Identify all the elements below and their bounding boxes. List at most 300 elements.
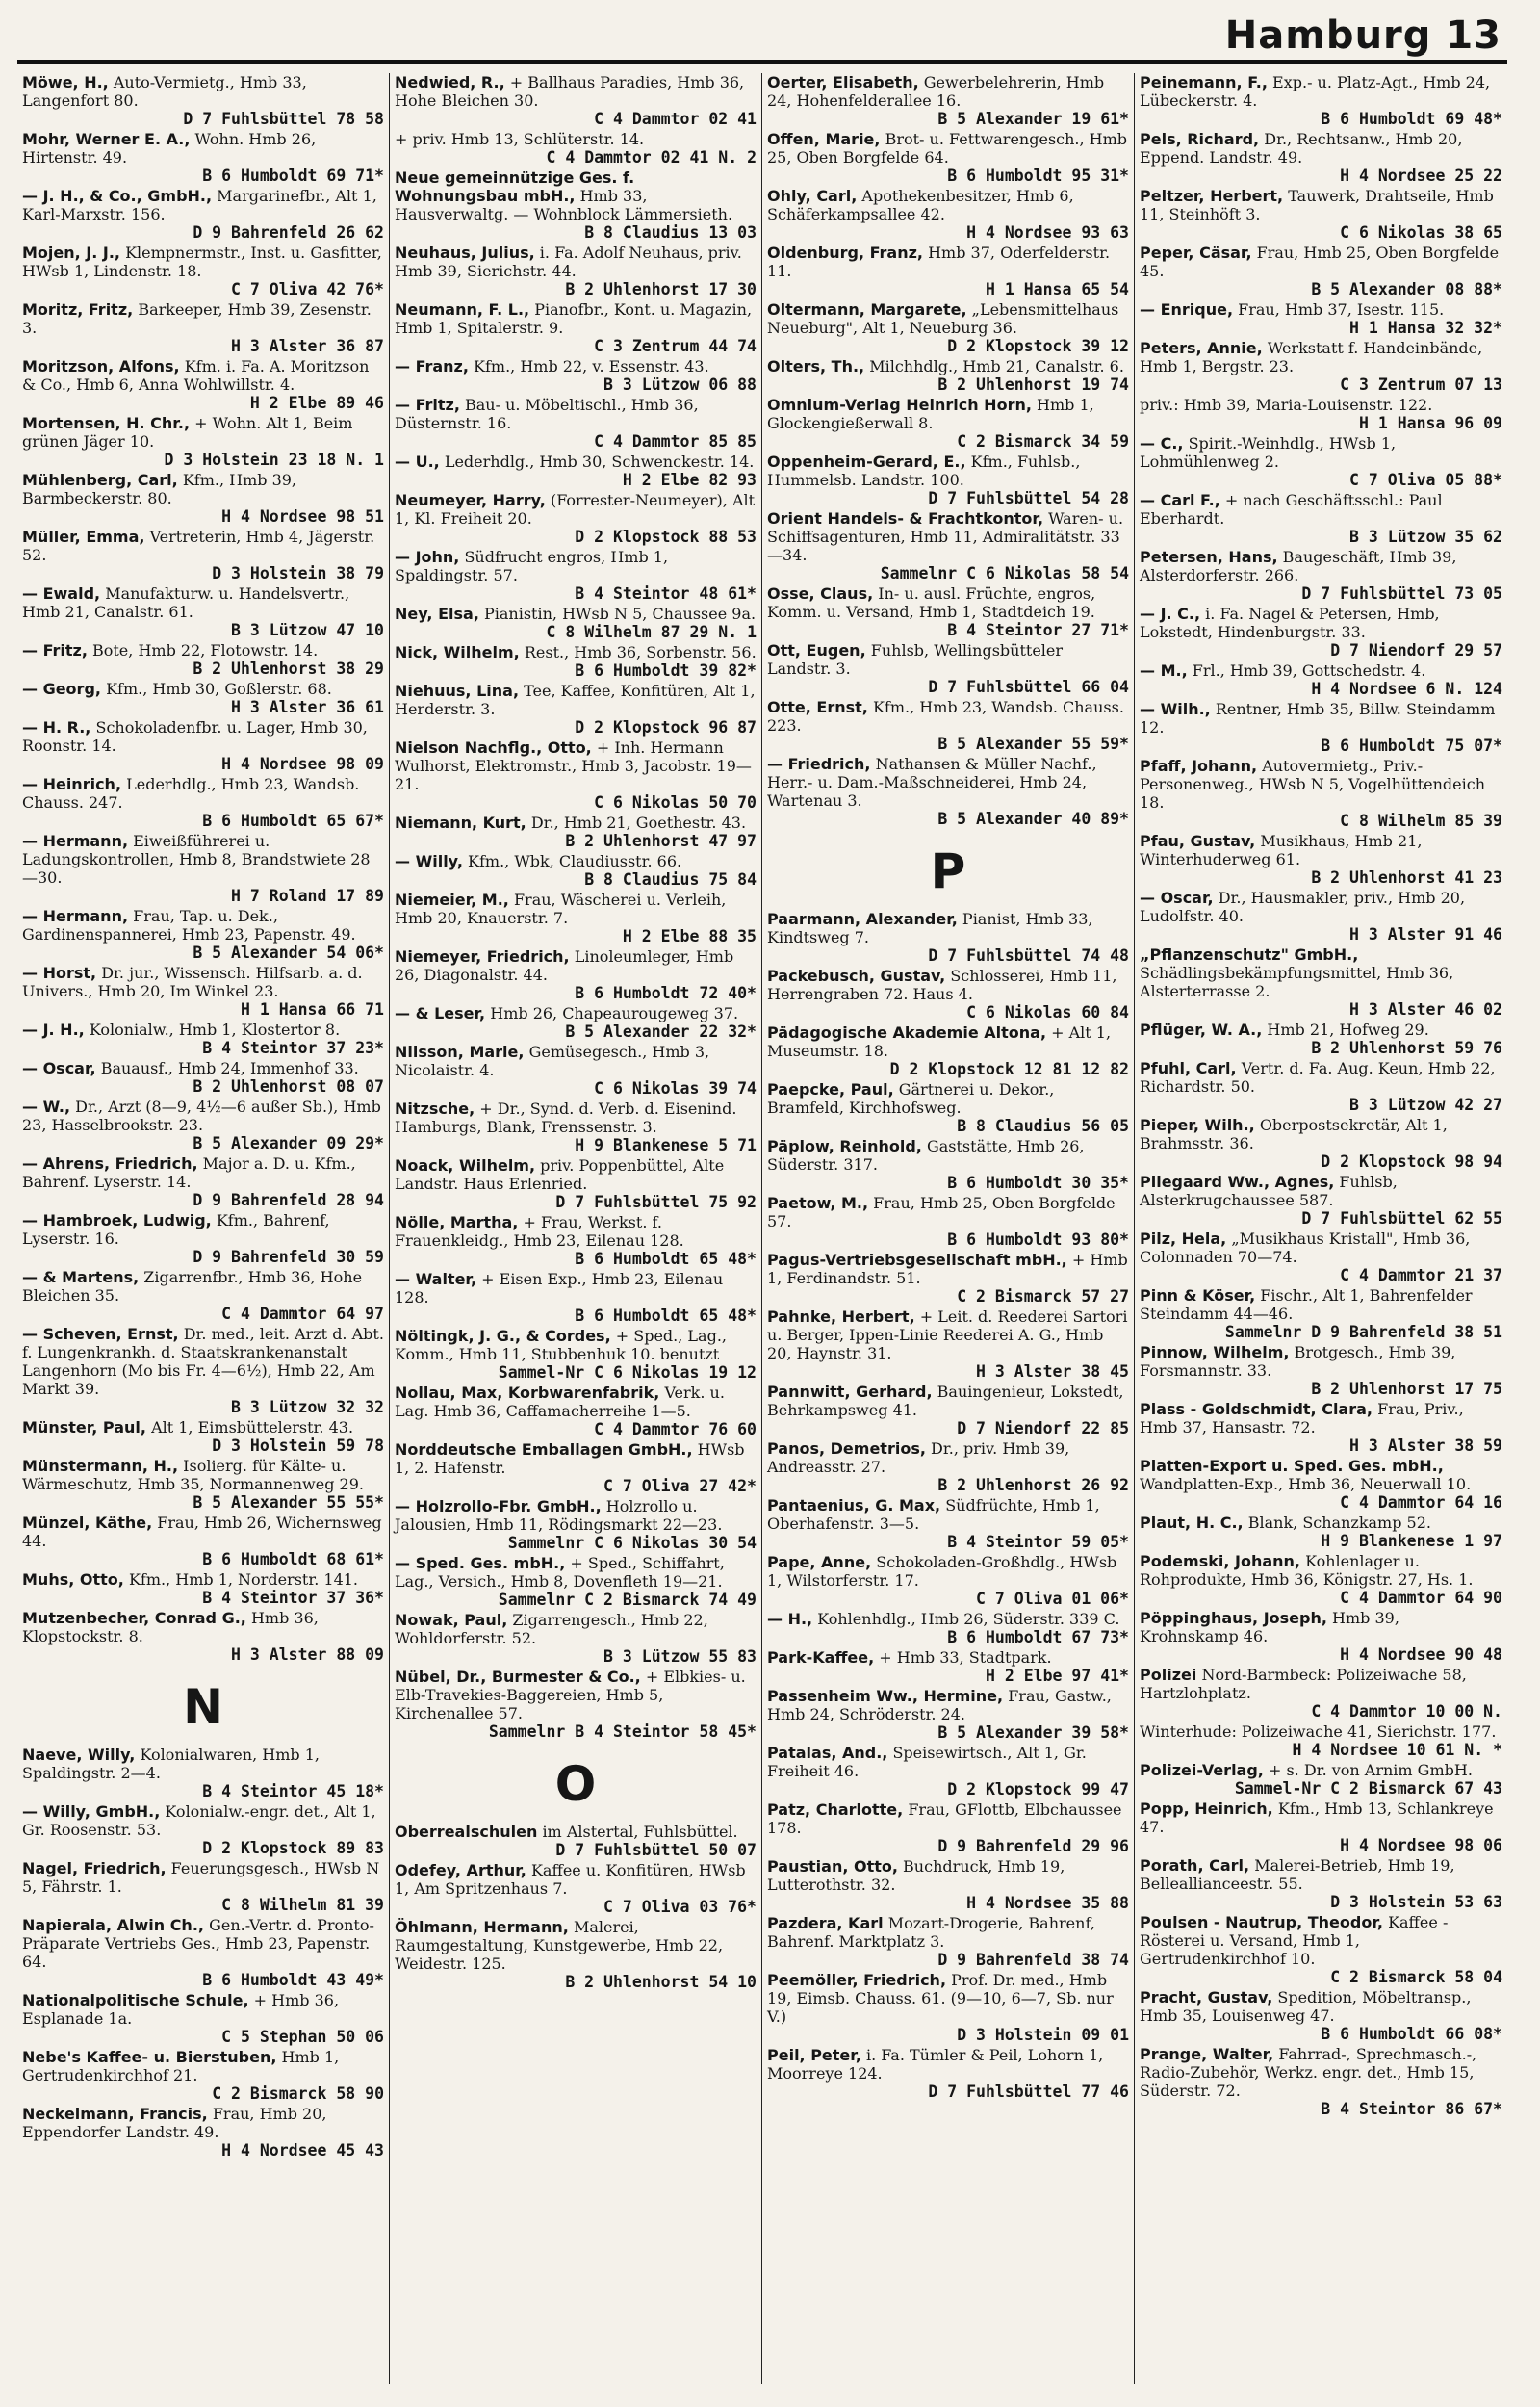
directory-entry: [1140, 73, 1502, 129]
directory-entry: [22, 641, 384, 679]
entry-text: [22, 357, 384, 394]
entry-name: Oerter, Elisabeth,: [767, 73, 919, 91]
directory-entry: [1140, 1286, 1502, 1342]
entry-phone: C 8 Wilhelm 81 39: [221, 1896, 384, 1914]
column-4: [1135, 73, 1507, 2384]
entry-name: — Carl F.,: [1140, 491, 1220, 509]
entry-detail: Dr., Rechtsanw., Hmb 20, Eppend. Landstr. 49.: [1140, 130, 1463, 167]
entry-detail: „Musikhaus Kristall", Hmb 36, Colonnaden 70—74.: [1140, 1229, 1471, 1266]
entry-phone: B 6 Humboldt 66 08*: [1321, 2025, 1502, 2043]
entry-detail: Buchdruck, Hmb 19, Lutterothstr. 32.: [767, 1857, 1065, 1894]
entry-detail: Hmb 37, Oderfelderstr. 11.: [767, 244, 1111, 280]
entry-detail: + Sped., Lag., Komm., Hmb 11, Stubbenhuk 10. benutzt: [395, 1327, 727, 1363]
directory-entry: [395, 1004, 757, 1042]
entry-text: [1140, 1400, 1502, 1436]
entry-text: [22, 1154, 384, 1191]
entry-phone: B 4 Steintor 27 71*: [947, 621, 1129, 639]
entry-detail: Frau, Hmb 25, Oben Borgfelde 45.: [1140, 244, 1500, 280]
entry-detail: Kolonialwaren, Hmb 1, Spaldingstr. 2—4.: [22, 1746, 320, 1782]
entry-text: [395, 300, 757, 337]
entry-phone: C 7 Oliva 03 76*: [603, 1898, 757, 1916]
directory-entry: [22, 1916, 384, 1990]
directory-entry: [395, 814, 757, 851]
directory-entry: [1140, 832, 1502, 888]
entry-phone: D 7 Fuhlsbüttel 77 46: [928, 2083, 1129, 2101]
entry-text: [22, 1514, 384, 1550]
entry-phone: B 5 Alexander 09 29*: [192, 1134, 384, 1152]
entry-detail: Milchhdlg., Hmb 21, Canalstr. 6.: [869, 357, 1124, 375]
entry-name: — Horst,: [22, 964, 97, 982]
entry-phone: B 4 Steintor 59 05*: [947, 1533, 1129, 1551]
entry-name: Peters, Annie,: [1140, 339, 1263, 357]
entry-phone: H 9 Blankenese 5 71: [575, 1136, 757, 1154]
entry-phone: H 4 Nordsee 98 09: [221, 755, 384, 773]
entry-detail: Dr. med., leit. Arzt d. Abt. f. Lungenkrankh. d. Staatskrankenanstalt Langenhorn (Mo bis Fr. 4—6½), Hmb 22, Am Markt 39.: [22, 1325, 384, 1398]
directory-entry: [767, 357, 1129, 395]
entry-name: Plass - Goldschmidt, Clara,: [1140, 1400, 1373, 1418]
entry-phone: B 6 Humboldt 67 73*: [947, 1628, 1129, 1646]
entry-detail: Kfm. i. Fa. A. Moritzson & Co., Hmb 6, Anna Wohlwillstr. 4.: [22, 357, 370, 394]
entry-name: Pels, Richard,: [1140, 130, 1260, 148]
entry-text: [767, 187, 1129, 223]
entry-name: — J. C.,: [1140, 605, 1201, 623]
directory-entry: [767, 910, 1129, 966]
entry-detail: Bauingenieur, Lokstedt, Behrkampsweg 41.: [767, 1383, 1124, 1419]
entry-phone: D 7 Niendorf 22 85: [957, 1419, 1129, 1437]
directory-entry: [1140, 889, 1502, 945]
entry-phone: B 3 Lützow 47 10: [231, 621, 384, 639]
entry-phone: D 7 Fuhlsbüttel 74 48: [928, 946, 1129, 965]
entry-detail: Kfm., Bahrenf, Lyserstr. 16.: [22, 1211, 330, 1248]
entry-detail: priv. Poppenbüttel, Alte Landstr. Haus Erlenried.: [395, 1156, 725, 1193]
entry-detail: Dr. jur., Wissensch. Hilfsarb. a. d. Univers., Hmb 20, Im Winkel 23.: [22, 964, 363, 1000]
entry-phone: B 6 Humboldt 65 67*: [202, 812, 384, 830]
entry-text: [1140, 1722, 1502, 1741]
entry-detail: Kfm., Wbk, Claudiusstr. 66.: [468, 852, 682, 870]
entry-name: — Holzrollo-Fbr. GmbH.,: [395, 1497, 602, 1515]
directory-entry: [22, 1609, 384, 1665]
entry-phone: C 7 Oliva 27 42*: [603, 1477, 757, 1495]
entry-name: — C.,: [1140, 434, 1184, 453]
entry-phone: D 7 Fuhlsbüttel 62 55: [1301, 1209, 1502, 1228]
entry-text: [395, 1384, 757, 1420]
entry-text: [1140, 661, 1502, 680]
entry-phone: C 4 Dammtor 64 90: [1340, 1589, 1502, 1607]
directory-entry: [22, 832, 384, 906]
directory-entry: [767, 244, 1129, 299]
entry-detail: (Forrester-Neumeyer), Alt 1, Kl. Freiheit 20.: [395, 491, 756, 528]
entry-text: [767, 357, 1129, 375]
directory-entry: [767, 396, 1129, 452]
entry-phone: C 6 Nikolas 38 65: [1340, 223, 1502, 242]
entry-phone: B 4 Steintor 37 36*: [202, 1589, 384, 1607]
directory-entry: [22, 1802, 384, 1858]
entry-name: Oppenheim-Gerard, E.,: [767, 453, 966, 471]
entry-name: Münstermann, H.,: [22, 1457, 179, 1475]
entry-detail: Apothekenbesitzer, Hmb 6, Schäferkampsallee 42.: [767, 187, 1074, 223]
directory-entry: [767, 1800, 1129, 1856]
entry-name: — Georg,: [22, 680, 101, 698]
entry-phone: C 3 Zentrum 44 74: [594, 337, 757, 355]
entry-phone: D 7 Fuhlsbüttel 75 92: [555, 1193, 757, 1211]
directory-entry: [767, 1080, 1129, 1136]
entry-name: Ney, Elsa,: [395, 605, 479, 623]
entry-detail: Kfm., Hmb 39, Barmbeckerstr. 80.: [22, 471, 297, 507]
entry-phone: B 4 Steintor 45 18*: [202, 1782, 384, 1800]
directory-entry: [1140, 130, 1502, 186]
entry-text: [395, 814, 757, 832]
entry-text: [767, 1744, 1129, 1780]
entry-phone: B 2 Uhlenhorst 38 29: [192, 660, 384, 678]
entry-name: Poulsen - Nautrup, Theodor,: [1140, 1913, 1383, 1931]
entry-phone: C 4 Dammtor 64 16: [1340, 1493, 1502, 1512]
entry-detail: Hmb 21, Hofweg 29.: [1267, 1021, 1429, 1039]
entry-detail: Feuerungsgesch., HWsb N 5, Fährstr. 1.: [22, 1859, 380, 1896]
entry-text: [1140, 605, 1502, 641]
entry-detail: Tauwerk, Drahtseile, Hmb 11, Steinhöft 3.: [1140, 187, 1494, 223]
entry-name: — W.,: [22, 1098, 71, 1116]
directory-entry: [395, 548, 757, 604]
entry-phone: H 3 Alster 38 45: [976, 1362, 1129, 1381]
entry-text: [22, 1746, 384, 1782]
entry-text: [395, 1270, 757, 1307]
directory-entry: [395, 1918, 757, 1992]
directory-entry: [1140, 1722, 1502, 1760]
entry-phone: D 2 Klopstock 12 81 12 82: [889, 1060, 1129, 1078]
entry-detail: i. Fa. Adolf Neuhaus, priv. Hmb 39, Sierichstr. 44.: [395, 244, 742, 280]
entry-name: Ohly, Carl,: [767, 187, 858, 205]
entry-name: Pape, Anne,: [767, 1553, 872, 1571]
directory-entry: [395, 1440, 757, 1496]
entry-name: — & Leser,: [395, 1004, 486, 1022]
entry-text: [1140, 130, 1502, 167]
directory-entry: [767, 1553, 1129, 1609]
entry-detail: Vertr. d. Fa. Aug. Keun, Hmb 22, Richardstr. 50.: [1140, 1059, 1496, 1096]
entry-text: [767, 1971, 1129, 2026]
directory-entry: [395, 1861, 757, 1917]
entry-detail: Kfm., Hmb 1, Norderstr. 141.: [128, 1570, 359, 1589]
entry-name: Passenheim Ww., Hermine,: [767, 1687, 1004, 1705]
entry-name: Nowak, Paul,: [395, 1611, 508, 1629]
directory-entry: [767, 1914, 1129, 1970]
directory-entry: [395, 300, 757, 356]
directory-entry: [22, 1021, 384, 1058]
entry-phone: H 4 Nordsee 45 43: [221, 2141, 384, 2160]
section-letter: N: [183, 1679, 223, 1735]
directory-entry: [22, 73, 384, 129]
entry-text: [22, 1021, 384, 1039]
entry-phone: C 6 Nikolas 50 70: [594, 793, 757, 812]
entry-name: Panos, Demetrios,: [767, 1439, 926, 1458]
directory-entry: [22, 187, 384, 243]
entry-text: [395, 852, 757, 870]
entry-detail: Frl., Hmb 39, Gottschedstr. 4.: [1192, 661, 1426, 680]
entry-name: Plaut, H. C.,: [1140, 1514, 1244, 1532]
entry-name: — Franz,: [395, 357, 469, 375]
entry-detail: Waren- u. Schiffsagenturen, Hmb 11, Admiralitätstr. 33—34.: [767, 509, 1124, 564]
entry-text: [22, 1802, 384, 1839]
directory-entry: [1140, 661, 1502, 699]
entry-name: — H. R.,: [22, 718, 91, 737]
directory-entry: [767, 2046, 1129, 2102]
entry-text: [395, 491, 757, 528]
entry-text: [767, 1251, 1129, 1287]
entry-phone: Sammelnr C 6 Nikolas 30 54: [507, 1534, 757, 1552]
entry-detail: + Elbkies- u. Elb-Travekies-Baggereien, Hmb 5, Kirchenallee 57.: [395, 1668, 746, 1722]
entry-text: [767, 1496, 1129, 1533]
entry-name: Nilsson, Marie,: [395, 1043, 525, 1061]
entry-phone: B 6 Humboldt 65 48*: [575, 1307, 757, 1325]
entry-name: — Hermann,: [22, 832, 129, 850]
entry-detail: + Wohn. Alt 1, Beim grünen Jäger 10.: [22, 414, 353, 451]
entry-text: [1140, 1609, 1502, 1645]
entry-phone: Sammel-Nr C 6 Nikolas 19 12: [498, 1363, 757, 1382]
entry-name: Pannwitt, Gerhard,: [767, 1383, 933, 1401]
entry-detail: Brot- u. Fettwarengesch., Hmb 25, Oben Borgfelde 64.: [767, 130, 1128, 167]
entry-detail: Speisewirtsch., Alt 1, Gr. Freiheit 46.: [767, 1744, 1087, 1780]
entry-name: Pfuhl, Carl,: [1140, 1059, 1237, 1077]
directory-entry: [1140, 757, 1502, 831]
entry-detail: Baugeschäft, Hmb 39, Alsterdorferstr. 266.: [1140, 548, 1457, 584]
entry-phone: Sammelnr B 4 Steintor 58 45*: [488, 1722, 757, 1741]
entry-text: [22, 1457, 384, 1493]
entry-detail: Auto-Vermietg., Hmb 33, Langenfort 80.: [22, 73, 307, 110]
entry-text: [767, 967, 1129, 1003]
entry-name: — & Martens,: [22, 1268, 140, 1286]
entry-detail: Manufakturw. u. Handelsvertr., Hmb 21, Canalstr. 61.: [22, 584, 350, 621]
entry-name: Pagus-Vertriebsgesellschaft mbH.,: [767, 1251, 1067, 1269]
entry-text: [22, 1859, 384, 1896]
entry-name: Nölle, Martha,: [395, 1213, 519, 1231]
entry-phone: H 7 Roland 17 89: [231, 887, 384, 905]
entry-phone: H 4 Nordsee 6 N. 124: [1311, 680, 1502, 698]
entry-phone: C 4 Dammtor 21 37: [1340, 1266, 1502, 1284]
entry-name: Paetow, M.,: [767, 1194, 869, 1212]
entry-detail: Vertreterin, Hmb 4, Jägerstr. 52.: [22, 528, 375, 564]
directory-entry: [767, 584, 1129, 640]
entry-text: [767, 73, 1129, 110]
entry-text: [395, 1043, 757, 1079]
directory-entry: [395, 1668, 757, 1742]
entry-name: — John,: [395, 548, 460, 566]
entry-text: [1140, 1286, 1502, 1323]
entry-detail: Zigarrengesch., Hmb 22, Wohldorferstr. 52.: [395, 1611, 708, 1647]
entry-detail: Pianistin, HWsb N 5, Chaussee 9a.: [483, 605, 757, 623]
directory-entry: [395, 1043, 757, 1099]
directory-entry: [395, 73, 757, 129]
entry-phone: H 4 Nordsee 90 48: [1340, 1645, 1502, 1664]
entry-detail: + Alt 1, Museumstr. 18.: [767, 1023, 1112, 1060]
entry-name: Orient Handels- & Frachtkontor,: [767, 509, 1044, 528]
directory-entry: [1140, 1988, 1502, 2044]
entry-text: [1140, 1059, 1502, 1096]
section-letter: O: [554, 1756, 597, 1812]
entry-phone: B 2 Uhlenhorst 54 10: [565, 1973, 757, 1991]
directory-entry: [22, 1746, 384, 1801]
header-rule: [17, 60, 1507, 64]
entry-name: Polizei: [1140, 1666, 1197, 1684]
directory-entry: [395, 1611, 757, 1667]
entry-detail: + Frau, Werkst. f. Frauenkleidg., Hmb 23, Eilenau 128.: [395, 1213, 684, 1250]
entry-text: [1140, 300, 1502, 319]
entry-detail: Frau, Wäscherei u. Verleih, Hmb 20, Knauerstr. 7.: [395, 891, 727, 927]
entry-text: [395, 891, 757, 927]
entry-text: [767, 1857, 1129, 1894]
directory-entry: [1140, 244, 1502, 299]
entry-detail: Malerei, Raumgestaltung, Kunstgewerbe, Hmb 22, Weidestr. 125.: [395, 1918, 724, 1973]
entry-phone: D 9 Bahrenfeld 28 94: [192, 1191, 384, 1209]
entry-text: [1140, 1913, 1502, 1968]
directory-entry: [1140, 2045, 1502, 2119]
entry-detail: Hmb 1, Glockengießerwall 8.: [767, 396, 1094, 432]
entry-phone: H 1 Hansa 96 09: [1358, 414, 1502, 432]
directory-entry: [767, 130, 1129, 186]
entry-text: [1140, 1761, 1502, 1779]
entry-phone: B 6 Humboldt 30 35*: [947, 1174, 1129, 1192]
entry-name: Pädagogische Akademie Altona,: [767, 1023, 1047, 1042]
entry-phone: B 5 Alexander 55 59*: [937, 735, 1129, 753]
entry-name: Platten-Export u. Sped. Ges. mbH.,: [1140, 1457, 1444, 1475]
entry-name: Pöppinghaus, Joseph,: [1140, 1609, 1327, 1627]
entry-phone: B 3 Lützow 55 83: [603, 1647, 757, 1666]
entry-name: — Walter,: [395, 1270, 477, 1288]
directory-entry: [1140, 1229, 1502, 1285]
entry-phone: B 8 Claudius 75 84: [584, 870, 757, 889]
entry-phone: B 6 Humboldt 43 49*: [202, 1971, 384, 1989]
entry-name: Nitzsche,: [395, 1100, 475, 1118]
entry-name: — J. H.,: [22, 1021, 85, 1039]
entry-detail: Bau- u. Möbeltischl., Hmb 36, Düsternstr. 16.: [395, 396, 699, 432]
entry-phone: C 7 Oliva 05 88*: [1349, 471, 1502, 489]
entry-phone: H 4 Nordsee 98 51: [221, 507, 384, 526]
entry-detail: Isolierg. für Kälte- u. Wärmeschutz, Hmb 35, Normannenweg 29.: [22, 1457, 364, 1493]
entry-name: Noack, Wilhelm,: [395, 1156, 536, 1175]
directory-entry: [395, 643, 757, 681]
entry-phone: D 9 Bahrenfeld 30 59: [192, 1248, 384, 1266]
directory-entry: [22, 1570, 384, 1608]
entry-name: Napierala, Alwin Ch.,: [22, 1916, 204, 1934]
entry-text: [1140, 757, 1502, 812]
directory-entry: [767, 1857, 1129, 1913]
directory-entry: [767, 698, 1129, 754]
directory-entry: [395, 947, 757, 1003]
entry-text: [767, 641, 1129, 678]
entry-detail: Frau, Hmb 37, Isestr. 115.: [1238, 300, 1445, 319]
directory-entry: [767, 1439, 1129, 1495]
entry-detail: Lederhdlg., Hmb 30, Schwenckestr. 14.: [444, 453, 755, 471]
entry-text: [395, 1497, 757, 1534]
entry-text: [767, 396, 1129, 432]
entry-detail: Kolonialw., Hmb 1, Klostertor 8.: [89, 1021, 341, 1039]
entry-name: Packebusch, Gustav,: [767, 967, 946, 985]
entry-name: Mühlenberg, Carl,: [22, 471, 178, 489]
entry-phone: H 3 Alster 88 09: [231, 1645, 384, 1664]
entry-text: [767, 1648, 1129, 1667]
entry-detail: + nach Geschäftsschl.: Paul Eberhardt.: [1140, 491, 1443, 528]
directory-entry: [1140, 700, 1502, 756]
entry-detail: Nord-Barmbeck: Polizeiwache 58, Hartzlohplatz.: [1140, 1666, 1467, 1702]
entry-name: Otte, Ernst,: [767, 698, 868, 716]
entry-phone: C 2 Bismarck 58 90: [212, 2084, 384, 2103]
entry-phone: B 6 Humboldt 68 61*: [202, 1550, 384, 1568]
directory-entry: [1140, 1666, 1502, 1721]
entry-detail: Kfm., Hmb 30, Goßlerstr. 68.: [106, 680, 332, 698]
entry-text: [22, 130, 384, 167]
entry-detail: Prof. Dr. med., Hmb 19, Eimsb. Chauss. 61. (9—10, 6—7, Sb. nur V.): [767, 1971, 1114, 2026]
entry-name: Pfau, Gustav,: [1140, 832, 1256, 850]
entry-phone: H 1 Hansa 66 71: [240, 1000, 384, 1019]
directory-entry: [22, 471, 384, 527]
entry-name: Pflüger, W. A.,: [1140, 1021, 1263, 1039]
entry-name: Ott, Eugen,: [767, 641, 866, 660]
entry-text: [22, 1570, 384, 1589]
entry-text: [395, 1823, 757, 1841]
entry-phone: H 1 Hansa 32 32*: [1349, 319, 1502, 337]
entry-name: Omnium-Verlag Heinrich Horn,: [767, 396, 1032, 414]
entry-detail: Barkeeper, Hmb 39, Zesenstr. 3.: [22, 300, 372, 337]
entry-phone: C 4 Dammtor 02 41 N. 2: [546, 148, 757, 167]
entry-phone: D 7 Fuhlsbüttel 78 58: [183, 110, 384, 128]
directory-entry: [767, 1971, 1129, 2045]
entry-detail: Frau, Priv., Hmb 37, Hansastr. 72.: [1140, 1400, 1464, 1436]
directory-entry: [22, 584, 384, 640]
entry-detail: Kaffee - Rösterei u. Versand, Hmb 1, Gertrudenkirchhof 10.: [1140, 1913, 1449, 1968]
directory-entry: [22, 1211, 384, 1267]
entry-detail: Hmb 39, Krohnskamp 46.: [1140, 1609, 1399, 1645]
entry-name: Park-Kaffee,: [767, 1648, 875, 1667]
directory-entry: [395, 491, 757, 547]
entry-name: Podemski, Johann,: [1140, 1552, 1300, 1570]
entry-name: — Wilh.,: [1140, 700, 1211, 718]
entry-text: [22, 300, 384, 337]
entry-text: [395, 1100, 757, 1136]
entry-name: Nielson Nachflg., Otto,: [395, 738, 592, 757]
entry-phone: C 7 Oliva 01 06*: [976, 1590, 1129, 1608]
entry-detail: Fischr., Alt 1, Bahrenfelder Steindamm 44—46.: [1140, 1286, 1473, 1323]
entry-phone: C 2 Bismarck 58 04: [1330, 1968, 1502, 1986]
directory-entry: [1140, 339, 1502, 395]
entry-text: [767, 1194, 1129, 1230]
entry-name: Peil, Peter,: [767, 2046, 861, 2064]
entry-phone: D 3 Holstein 23 18 N. 1: [164, 451, 384, 469]
directory-entry: [22, 2048, 384, 2104]
entry-name: Mojen, J. J.,: [22, 244, 120, 262]
entry-name: Päplow, Reinhold,: [767, 1137, 922, 1155]
directory-entry: [22, 130, 384, 186]
entry-text: [395, 682, 757, 718]
directory-entry: [22, 1154, 384, 1210]
entry-phone: D 9 Bahrenfeld 38 74: [937, 1951, 1129, 1969]
entry-name: Nübel, Dr., Burmester & Co.,: [395, 1668, 641, 1686]
directory-entry: [1140, 1799, 1502, 1855]
entry-detail: Eiweißführerei u. Ladungskontrollen, Hmb 8, Brandstwiete 28—30.: [22, 832, 371, 887]
entry-text: [22, 2048, 384, 2084]
directory-entry: [1140, 396, 1502, 433]
entry-detail: Lederhdlg., Hmb 23, Wandsb. Chauss. 247.: [22, 775, 360, 812]
entry-name: — Willy,: [395, 852, 463, 870]
entry-text: [767, 1687, 1129, 1723]
entry-phone: D 2 Klopstock 96 87: [575, 718, 757, 737]
directory-entry: [22, 1418, 384, 1456]
directory-entry: [767, 187, 1129, 243]
directory-entry: [22, 414, 384, 470]
directory-entry: [1140, 605, 1502, 660]
entry-detail: Pianofbr., Kont. u. Magazin, Hmb 1, Spitalerstr. 9.: [395, 300, 753, 337]
entry-text: [767, 1553, 1129, 1590]
entry-name: Odefey, Arthur,: [395, 1861, 526, 1879]
entry-phone: D 2 Klopstock 89 83: [202, 1839, 384, 1857]
entry-detail: Kohlenhdlg., Hmb 26, Süderstr. 339 C.: [817, 1610, 1120, 1628]
